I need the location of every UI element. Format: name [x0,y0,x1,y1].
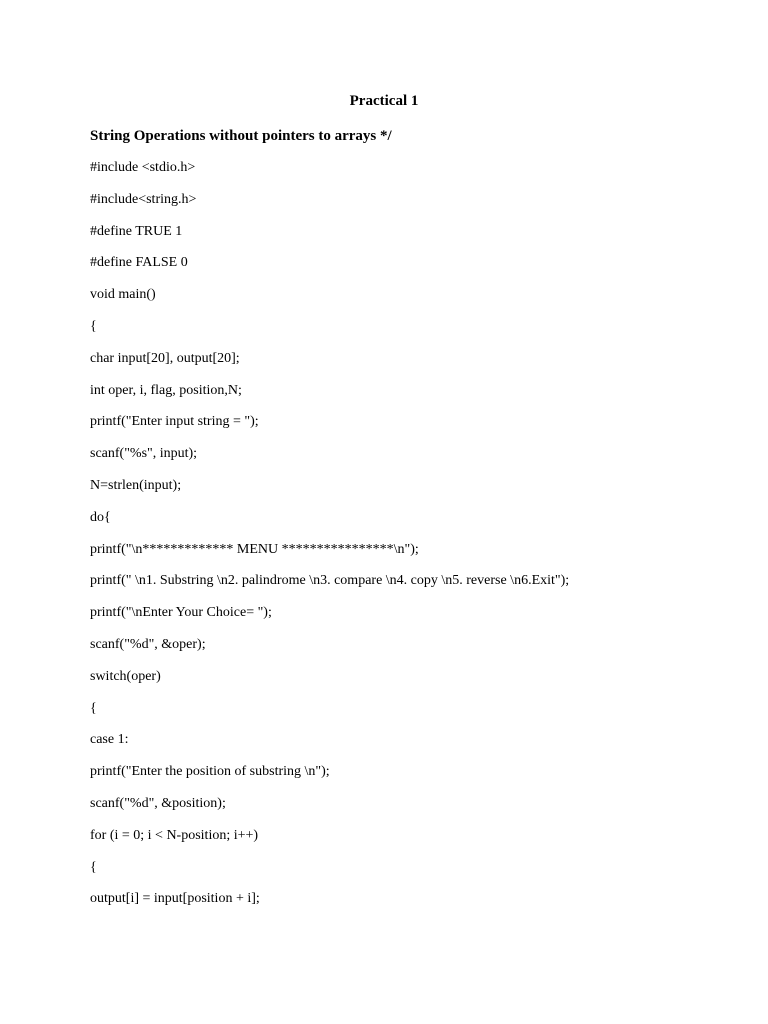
code-line: #define FALSE 0 [90,255,188,271]
code-line: #define TRUE 1 [90,223,183,239]
code-listing [90,158,569,921]
code-line: printf("\nEnter Your Choice= "); [90,605,272,621]
code-line: do{ [90,509,111,525]
code-line: switch(oper) [90,668,161,684]
code-line: { [90,700,97,716]
code-line: N=strlen(input); [90,477,182,493]
code-line: scanf("%s", input); [90,446,198,462]
code-line: void main() [90,287,156,303]
page-title: Practical 1 [349,93,419,109]
code-line: printf("Enter input string = "); [90,414,259,430]
code-line: #include <stdio.h> [90,160,196,175]
code-line: case 1: [90,732,129,748]
code-line: printf("Enter the position of substring \n"); [90,764,330,780]
section-heading: String Operations without pointers to arrays */ [90,128,392,144]
code-line: scanf("%d", &position); [90,795,226,811]
code-line: printf("\n************* MENU ****************\n"); [90,541,419,557]
code-line: int oper, i, flag, position,N; [90,382,242,398]
code-line: { [90,859,97,875]
code-line: for (i = 0; i < N-position; i++) [90,827,259,843]
code-line: { [90,318,97,334]
code-line: char input[20], output[20]; [90,350,240,366]
code-line: scanf("%d", &oper); [90,636,206,652]
code-line: printf(" \n1. Substring \n2. palindrome \n3. compare \n4. copy \n5. reverse \n6.Exit"); [90,573,570,589]
code-line: #include<string.h> [90,191,197,207]
code-line: output[i] = input[position + i]; [90,891,260,907]
